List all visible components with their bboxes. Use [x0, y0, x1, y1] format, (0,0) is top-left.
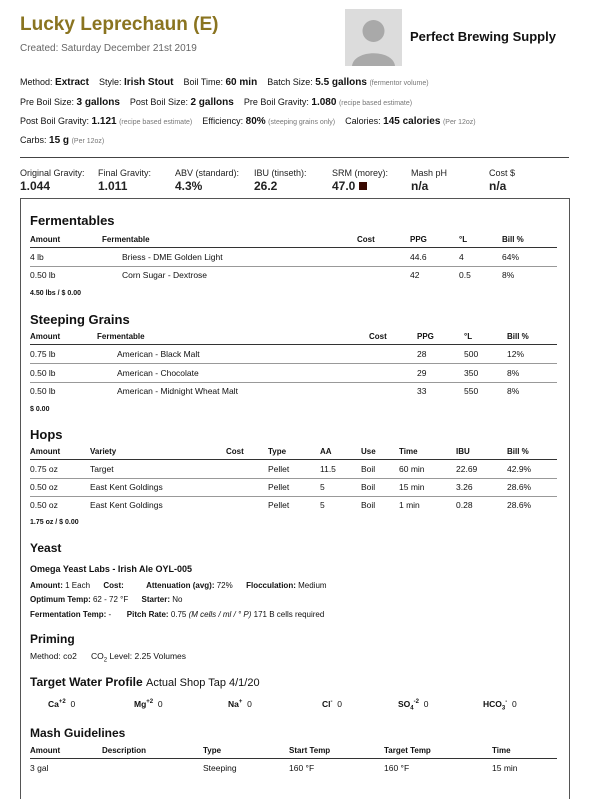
stat-mash-ph: Mash pH n/a — [411, 168, 448, 193]
priming-heading: Priming — [30, 632, 75, 646]
table-row: 0.50 lb American - Midnight Wheat Malt 33 550 8% — [30, 386, 520, 396]
yeast-line-1: Amount: 1 Each Cost: Attenuation (avg): 72% Flocculation: Medium — [30, 581, 327, 590]
water-ion-so4: $SO_4^{-2}$ 0 — [398, 699, 429, 712]
stat-ibu: IBU (tinseth): 26.2 — [254, 168, 307, 193]
fermentables-total: 4.50 lbs / $ 0.00 — [30, 290, 81, 297]
mash-heading: Mash Guidelines — [30, 726, 126, 740]
stat-fg: Final Gravity: 1.011 — [98, 168, 152, 193]
meta-line-3: Post Boil Gravity: 1.121 (recipe based estimate) Efficiency: 80% (steeping grains only) Calories: 145 calories (Per 12oz) — [20, 116, 476, 127]
table-row: 0.75 lb American - Black Malt 28 500 12% — [30, 345, 557, 364]
water-ion-mg: $Mg^{+2}$ 0 — [134, 699, 163, 709]
stat-og: Original Gravity: 1.044 — [20, 168, 85, 193]
meta-line-1: Method: Extract Style: Irish Stout Boil Time: 60 min Batch Size: 5.5 gallons (fermentor volume) — [20, 77, 429, 88]
table-row: 0.50 lb American - Chocolate 29 350 8% — [30, 364, 557, 383]
brewery-avatar — [345, 9, 402, 66]
water-ion-hco3: $HCO_3^-$ 0 — [483, 699, 517, 712]
divider — [20, 157, 569, 158]
yeast-line-3: Fermentation Temp: - Pitch Rate: 0.75 (M cells / ml / ° P) 171 B cells required — [30, 610, 325, 619]
stat-srm: SRM (morey): 47.0 — [332, 168, 388, 193]
meta-line-2: Pre Boil Size: 3 gallons Post Boil Size: 2 gallons Pre Boil Gravity: 1.080 (recipe based estimate) — [20, 97, 413, 108]
table-row: 0.50 oz East Kent Goldings Pellet 5 Boil 1 min 0.28 28.6% — [30, 500, 532, 510]
water-profile-name: Actual Shop Tap 4/1/20 — [146, 677, 260, 689]
meta-line-4: Carbs: 15 g (Per 12oz) — [20, 135, 105, 146]
water-heading: Target Water Profile Actual Shop Tap 4/1/20 — [30, 675, 260, 689]
fermentables-header: Amount Fermentable Cost PPG °L Bill % — [30, 235, 557, 248]
hops-heading: Hops — [30, 427, 63, 442]
yeast-heading: Yeast — [30, 541, 62, 555]
recipe-title: Lucky Leprechaun (E) — [20, 14, 219, 35]
table-row: 0.50 lb Corn Sugar - Dextrose 42 0.5 8% — [30, 270, 515, 280]
steeping-total: $ 0.00 — [30, 406, 50, 413]
stat-cost: Cost $ n/a — [489, 168, 516, 193]
table-row: 0.50 oz East Kent Goldings Pellet 5 Boil 15 min 3.26 28.6% — [30, 478, 557, 497]
hops-header: Amount Variety Cost Type AA Use Time IBU Bill % — [30, 447, 557, 460]
water-ion-cl: Cl- 0 — [322, 699, 342, 709]
steeping-header: Amount Fermentable Cost PPG °L Bill % — [30, 332, 557, 345]
stat-abv: ABV (standard): 4.3% — [175, 168, 240, 193]
water-ion-na: Na+ 0 — [228, 699, 252, 709]
srm-color-swatch — [359, 182, 367, 190]
table-row: 3 gal Steeping 160 °F 160 °F 15 min — [30, 763, 518, 773]
user-placeholder-icon — [345, 9, 402, 66]
priming-line: Method: co2 $CO_2$ Level: 2.25 Volumes — [30, 651, 187, 664]
created-date: Created: Saturday December 21st 2019 — [20, 43, 197, 54]
brewery-name: Perfect Brewing Supply — [410, 29, 556, 44]
yeast-name: Omega Yeast Labs - Irish Ale OYL-005 — [30, 564, 193, 574]
water-ion-ca: $Ca^{+2}$ 0 — [48, 699, 76, 709]
mash-header: Amount Description Type Start Temp Target Temp Time — [30, 746, 557, 759]
table-row: 4 lb Briess - DME Golden Light 44.6 4 64% — [30, 248, 557, 267]
yeast-line-2: Optimum Temp: 62 - 72 °F Starter: No — [30, 595, 183, 604]
table-row: 0.75 oz Target Pellet 11.5 Boil 60 min 22.69 42.9% — [30, 460, 557, 479]
hops-total: 1.75 oz / $ 0.00 — [30, 519, 79, 526]
steeping-heading: Steeping Grains — [30, 312, 130, 327]
fermentables-heading: Fermentables — [30, 213, 115, 228]
